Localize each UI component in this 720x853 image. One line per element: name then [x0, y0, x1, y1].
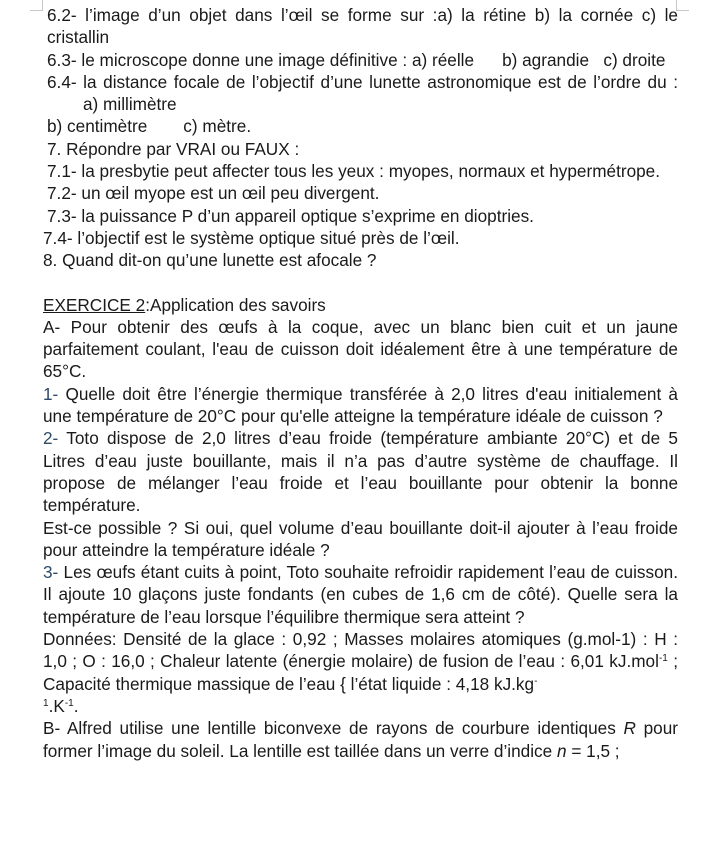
data-given — [43, 628, 678, 717]
superscript: -1 — [64, 697, 74, 709]
question-6-4-text: 6.4- la distance focale de l’objectif d’une lunette astronomique est de l’ordre du : — [47, 71, 678, 92]
part-b-label: B- — [43, 718, 61, 739]
question-number: 2- — [43, 428, 59, 449]
data-text: Données: Densité de la glace : 0,92 ; Masses molaires atomiques (g.mol-1) : H : 1,0 ; O : 16,0 ; Chaleur latente (énergie molaire) de fusion de l’eau : 6,01 kJ.mol — [43, 629, 678, 672]
part-a-text: Pour obtenir des œufs à la coque, avec un blanc bien cuit et un jaune parfaitement coulant, l'eau de cuisson doit idéalement être à une température de 65°C. — [43, 316, 678, 382]
question-1 — [43, 383, 678, 428]
part-b-text: pour former l’image du soleil. La lentille est taillée dans un verre d’indice — [43, 718, 678, 761]
exercise-2-title: EXERCICE 2 — [43, 294, 146, 315]
question-text: Toto dispose de 2,0 litres d’eau froide (température ambiante 20°C) et de 5 Litres d’eau juste bouillante, mais il n’a pas d’autre système de chauffage. Il propose de mélanger l’eau froide et l’eau bouillante pour obtenir la bonne température. — [43, 428, 678, 516]
question-number: 3- — [43, 562, 59, 583]
true-false-item: 7.4- l’objectif est le système optique situé près de l’œil. — [43, 227, 460, 248]
superscript: -1 — [658, 653, 668, 665]
true-false-item: 7.3- la puissance P d’un appareil optique s’exprime en dioptries. — [47, 205, 534, 226]
exercise-2-heading — [43, 294, 678, 316]
question-6-4-options — [43, 115, 678, 137]
question-3 — [43, 561, 678, 628]
question-6-3-text: 6.3- le microscope donne une image définitive : a) réelle — [47, 49, 475, 70]
option-b: b) agrandie — [502, 49, 590, 70]
question-6-2: 6.2- l’image d’un objet dans l’œil se forme sur :a) la rétine b) la cornée c) le cristallin — [47, 5, 678, 48]
part-a-intro — [43, 316, 678, 383]
spacer — [43, 272, 678, 294]
page-corner-mark-top-left — [30, 0, 43, 11]
part-b-text: = 1,5 ; — [566, 740, 620, 761]
part-b-text: Alfred utilise une lentille biconvexe de rayons de courbure identiques — [66, 718, 624, 739]
variable-n: n — [556, 740, 567, 761]
question-2 — [43, 427, 678, 516]
part-b-intro — [43, 717, 678, 762]
option-c: c) mètre. — [183, 116, 252, 137]
question-text: Les œufs étant cuits à point, Toto souhaite refroidir rapidement l’eau de cuisson. Il ajoute 10 glaçons juste fondants (en cubes de 1,6 cm de côté). Quelle sera la température de l’eau lorsque l’équilibre thermique sera atteint ? — [43, 562, 678, 627]
question-number: 1- — [43, 383, 59, 404]
option-b: b) centimètre — [47, 116, 148, 137]
option-c: c) droite — [603, 49, 666, 70]
question-6-3 — [43, 49, 678, 71]
superscript: - — [534, 675, 538, 687]
document-page — [43, 4, 678, 762]
data-text: ; Capacité thermique massique de l’eau { l’état liquide : 4,18 kJ.kg — [43, 651, 678, 694]
variable-r: R — [623, 718, 636, 739]
true-false-item: 7.1- la presbytie peut affecter tous les yeux : myopes, normaux et hypermétrope. — [47, 161, 661, 182]
data-text: .K — [48, 695, 65, 716]
question-text: Quelle doit être l’énergie thermique transférée à 2,0 litres d'eau initialement à une température de 20°C pour qu'elle atteigne la température idéale de cuisson ? — [43, 383, 678, 427]
question-6-4 — [43, 71, 678, 116]
true-false-item: 7.2- un œil myope est un œil peu divergent. — [47, 183, 380, 204]
question-8: 8. Quand dit-on qu’une lunette est afocale ? — [43, 250, 377, 271]
exercise-2-subtitle: :Application des savoirs — [145, 294, 326, 315]
superscript: 1 — [43, 697, 49, 709]
data-text: . — [73, 695, 79, 716]
question-2-followup: Est-ce possible ? Si oui, quel volume d’eau bouillante doit-il ajouter à l’eau froide pour atteindre la température idéale ? — [43, 517, 678, 560]
section-7-title: 7. Répondre par VRAI ou FAUX : — [47, 138, 300, 159]
option-a: a) millimètre — [83, 94, 177, 115]
part-a-label: A- — [43, 316, 61, 337]
